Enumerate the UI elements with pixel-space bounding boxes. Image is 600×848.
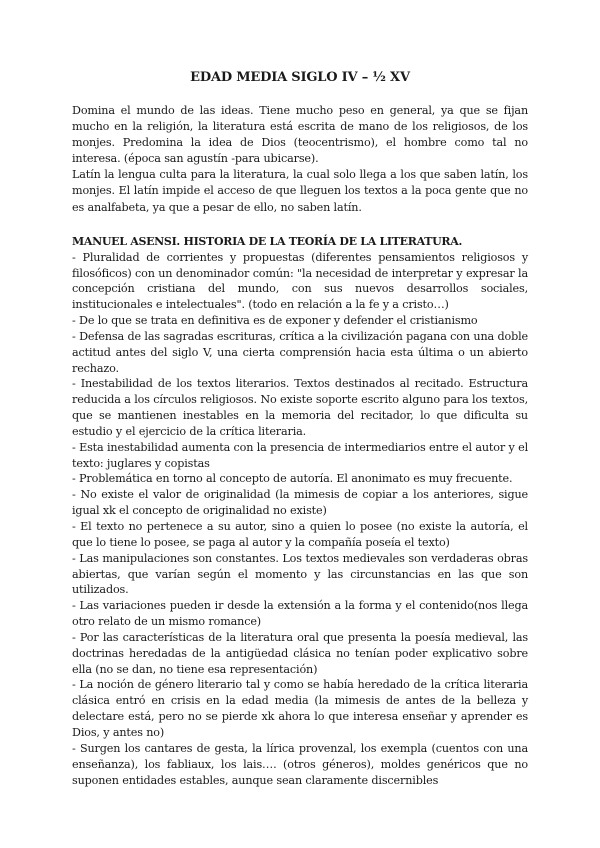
list-item: - De lo que se trata en definitiva es de exponer y defender el cristianismo (72, 314, 478, 328)
intro-paragraph-2: Latín la lengua culta para la literatura, la cual solo llega a los que saben latín, los monjes. El latín impide el acceso de que lleguen los textos a la poca gente que no es analfabeta, ya que a pesar de ello, no saben latín. (72, 168, 528, 214)
notes-list (72, 250, 528, 789)
document-title: EDAD MEDIA SIGLO IV – ½ XV (190, 70, 410, 85)
list-item: - Las manipulaciones son constantes. Los textos medievales son verdaderas obras abiertas, que varían según el momento y las circunstancias en las que son utilizados. (72, 551, 528, 597)
intro-paragraph-1: Domina el mundo de las ideas. Tiene mucho peso en general, ya que se fijan mucho en la religión, la literatura está escrita de mano de los religiosos, de los monjes. Predomina la idea de Dios (teocentrismo), el hombre como tal no interesa. (época san agustín -para ubicarse). (72, 104, 528, 166)
section-heading: MANUEL ASENSI. HISTORIA DE LA TEORÍA DE LA LITERATURA. (72, 234, 462, 248)
list-item: - Esta inestabilidad aumenta con la presencia de intermediarios entre el autor y el texto: juglares y copistas (72, 440, 528, 470)
list-item: - El texto no pertenece a su autor, sino a quien lo posee (no existe la autoría, el que lo tiene lo posee, se paga al autor y la compañía poseía el texto) (72, 520, 528, 549)
list-item: - Pluralidad de corrientes y propuestas (diferentes pensamientos religiosos y filosóficos) con un denominador común: "la necesidad de interpretar y expresar la concepción cristiana del mundo, con sus nuevos desarrollos sociales, institucionales e intelectuales". (todo en relación a la fe y a cristo…) (72, 250, 528, 312)
list-item: - Inestabilidad de los textos literarios. Textos destinados al recitado. Estructura reducida a los círculos religiosos. No existe soporte escrito alguno para los textos, que se mantienen inestables en la memoria del recitador, lo que dificulta su estudio y el ejercicio de la crítica literaria. (72, 377, 528, 438)
list-item: - No existe el valor de originalidad (la mimesis de copiar a los anteriores, sigue igual xk el concepto de originalidad no existe) (72, 488, 528, 518)
list-item: - Defensa de las sagradas escrituras, crítica a la civilización pagana con una doble actitud antes del siglo V, una cierta comprensión hacia esta última o un abierto rechazo. (72, 329, 528, 375)
list-item: - La noción de género literario tal y como se había heredado de la crítica literaria clásica entró en crisis en la edad media (la mimesis de antes de la belleza y delectare está, pero no se pierde xk ahora lo que interesa enseñar y aprender es Dios, y antes no) (72, 678, 528, 739)
list-item: - Las variaciones pueden ir desde la extensión a la forma y el contenido(nos llega otro relato de un mismo romance) (72, 599, 528, 629)
list-item: - Por las características de la literatura oral que presenta la poesía medieval, las doctrinas heredadas de la antigüedad clásica no tenían poder explicativo sobre ella (no se dan, no tiene esa representación) (72, 630, 528, 676)
list-item: - Problemática en torno al concepto de autoría. El anonimato es muy frecuente. (72, 472, 513, 486)
list-item: - Surgen los cantares de gesta, la lírica provenzal, los exempla (cuentos con una enseñanza), los fabliaux, los lais…. (otros géneros), moldes genéricos que no suponen entidades estables, aunque sean claramente discernibles (72, 741, 528, 787)
